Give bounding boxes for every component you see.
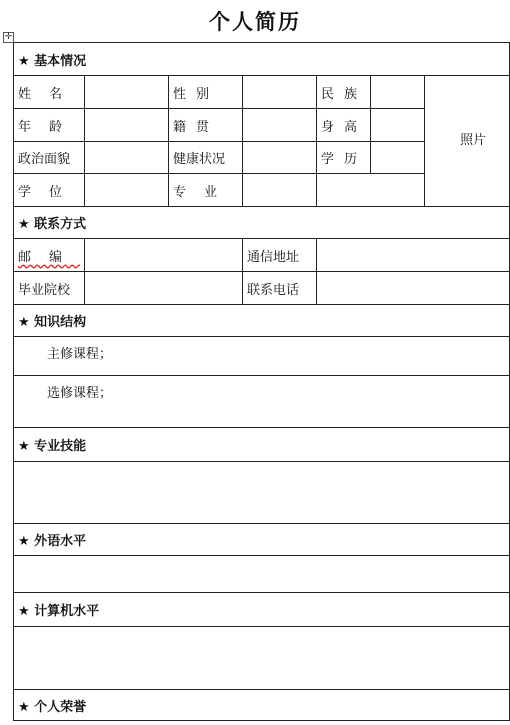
value-degree[interactable] xyxy=(85,174,169,207)
table-row xyxy=(14,462,510,524)
table-row xyxy=(14,376,510,428)
label-ethnicity: 民族 xyxy=(317,76,371,109)
value-name[interactable] xyxy=(85,76,169,109)
label-origin: 籍贯 xyxy=(169,109,243,142)
section-title-knowledge: ★ 知识结构 xyxy=(14,305,510,337)
section-row-contact xyxy=(14,207,510,239)
label-political: 政治面貌 xyxy=(14,142,85,174)
resume-table xyxy=(13,42,510,721)
language-field[interactable] xyxy=(14,556,510,593)
section-title-skills: ★ 专业技能 xyxy=(14,428,510,462)
section-row-basic xyxy=(14,43,510,76)
value-height[interactable] xyxy=(371,109,425,142)
table-move-handle-icon[interactable]: ✛ xyxy=(4,32,13,42)
table-row xyxy=(14,337,510,376)
photo-cell[interactable] xyxy=(425,76,510,207)
section-row-skills xyxy=(14,428,510,462)
label-health: 健康状况 xyxy=(169,142,243,174)
section-title-basic: ★ 基本情况 xyxy=(14,43,510,76)
value-address[interactable] xyxy=(317,239,510,272)
value-major[interactable] xyxy=(243,174,317,207)
page-title: 个人简历 xyxy=(209,9,301,34)
value-health[interactable] xyxy=(243,142,317,174)
section-title-honors: ★ 个人荣誉 xyxy=(14,690,510,721)
table-row xyxy=(14,239,510,272)
table-row xyxy=(14,556,510,593)
section-title-computer: ★ 计算机水平 xyxy=(14,593,510,627)
computer-field[interactable] xyxy=(14,627,510,690)
value-extra[interactable] xyxy=(317,174,425,207)
section-title-contact: ★ 联系方式 xyxy=(14,207,510,239)
section-title-language: ★ 外语水平 xyxy=(14,524,510,556)
value-ethnicity[interactable] xyxy=(371,76,425,109)
table-row xyxy=(14,76,510,109)
value-phone[interactable] xyxy=(317,272,510,305)
label-postcode: 邮编 xyxy=(14,239,85,272)
section-row-knowledge xyxy=(14,305,510,337)
value-political[interactable] xyxy=(85,142,169,174)
photo-label: 照片 xyxy=(460,133,487,148)
label-major: 专业 xyxy=(169,174,243,207)
value-origin[interactable] xyxy=(243,109,317,142)
label-height: 身高 xyxy=(317,109,371,142)
table-row xyxy=(14,272,510,305)
major-courses-field[interactable]: 主修课程； xyxy=(14,337,510,376)
label-phone: 联系电话 xyxy=(243,272,317,305)
label-degree: 学位 xyxy=(14,174,85,207)
label-education: 学历 xyxy=(317,142,371,174)
label-gender: 性别 xyxy=(169,76,243,109)
value-postcode[interactable] xyxy=(85,239,243,272)
label-school: 毕业院校 xyxy=(14,272,85,305)
elective-courses-field[interactable]: 选修课程； xyxy=(14,376,510,428)
table-row xyxy=(14,627,510,690)
label-address: 通信地址 xyxy=(243,239,317,272)
value-gender[interactable] xyxy=(243,76,317,109)
value-education[interactable] xyxy=(371,142,425,174)
skills-field[interactable] xyxy=(14,462,510,524)
section-row-honors xyxy=(14,690,510,721)
value-school[interactable] xyxy=(85,272,243,305)
section-row-computer xyxy=(14,593,510,627)
value-age[interactable] xyxy=(85,109,169,142)
section-row-language xyxy=(14,524,510,556)
label-name: 姓名 xyxy=(14,76,85,109)
label-age: 年龄 xyxy=(14,109,85,142)
